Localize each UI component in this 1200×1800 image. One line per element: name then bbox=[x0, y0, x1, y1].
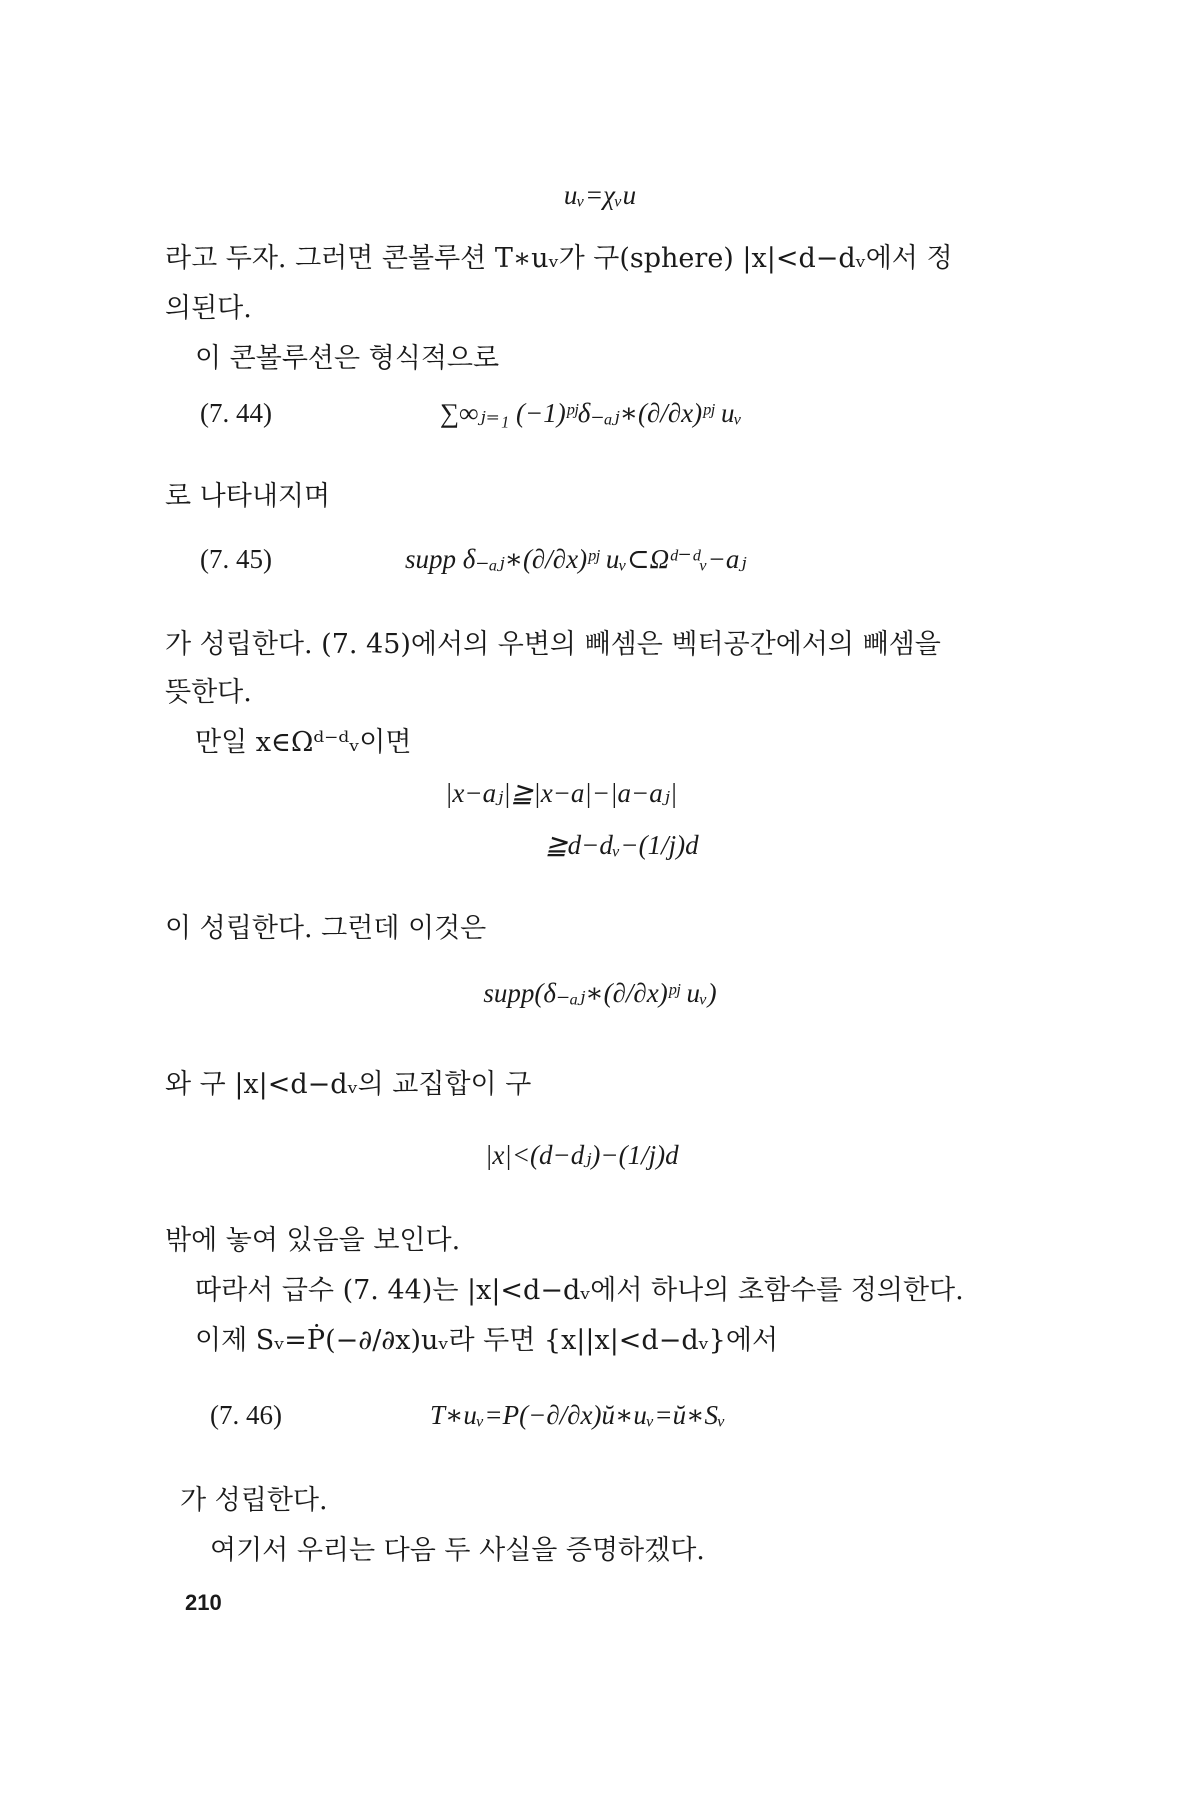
paragraph-line: 여기서 우리는 다음 두 사실을 증명하겠다. bbox=[210, 1535, 705, 1566]
inequality-line-2: ≧d−dᵥ−(1/j)d bbox=[545, 830, 699, 860]
equation-7-46: T∗uᵥ=P(−∂/∂x)ŭ∗uᵥ=ŭ∗Sᵥ bbox=[430, 1400, 726, 1430]
paragraph-line: 이 성립한다. 그런데 이것은 bbox=[165, 913, 487, 944]
paragraph-line: 와 구 |x|<d−dᵥ의 교집합이 구 bbox=[165, 1069, 532, 1100]
paragraph-line: 라고 두자. 그러면 콘볼루션 T∗uᵥ가 구(sphere) |x|<d−dᵥ에서 정 bbox=[165, 243, 953, 274]
paragraph-line: 이 콘볼루션은 형식적으로 bbox=[195, 343, 500, 374]
equation-7-45: supp δ₋ₐⱼ∗(∂/∂x)ᵖʲ uᵥ⊂Ωᵈ⁻ᵈᵥ−aⱼ bbox=[405, 544, 747, 574]
paragraph-line: 따라서 급수 (7. 44)는 |x|<d−dᵥ에서 하나의 초함수를 정의한다. bbox=[195, 1275, 964, 1306]
page-number: 210 bbox=[185, 1590, 222, 1615]
paragraph-line: 뜻한다. bbox=[165, 677, 252, 708]
paragraph-line: 밖에 놓여 있음을 보인다. bbox=[165, 1225, 461, 1256]
equation-number-7-46: (7. 46) bbox=[210, 1400, 282, 1430]
paragraph-line: 의된다. bbox=[165, 293, 252, 324]
inequality-line-1: |x−aⱼ|≧|x−a|−|a−aⱼ| bbox=[445, 778, 678, 808]
equation-7-44: ∑∞ⱼ₌₁ (−1)ᵖʲδ₋ₐⱼ∗(∂/∂x)ᵖʲ uᵥ bbox=[440, 398, 743, 428]
paragraph-line: 만일 x∈Ωᵈ⁻ᵈᵥ이면 bbox=[195, 727, 412, 758]
equation-ball: |x|<(d−dⱼ)−(1/j)d bbox=[485, 1140, 679, 1170]
equation-number-7-44: (7. 44) bbox=[200, 398, 272, 428]
paragraph-line: 로 나타내지며 bbox=[165, 481, 331, 512]
paragraph-line: 가 성립한다. (7. 45)에서의 우변의 빼셈은 벡터공간에서의 빼셈을 bbox=[165, 629, 941, 660]
paragraph-line: 이제 Sᵥ=Ṗ(−∂/∂x)uᵥ라 두면 {x||x|<d−dᵥ}에서 bbox=[195, 1325, 779, 1356]
equation-u-nu-definition: uᵥ=χᵥu bbox=[563, 180, 637, 210]
paragraph-line: 가 성립한다. bbox=[180, 1485, 328, 1516]
equation-number-7-45: (7. 45) bbox=[200, 544, 272, 574]
equation-support: supp(δ₋ₐⱼ∗(∂/∂x)ᵖʲ uᵥ) bbox=[483, 978, 717, 1008]
